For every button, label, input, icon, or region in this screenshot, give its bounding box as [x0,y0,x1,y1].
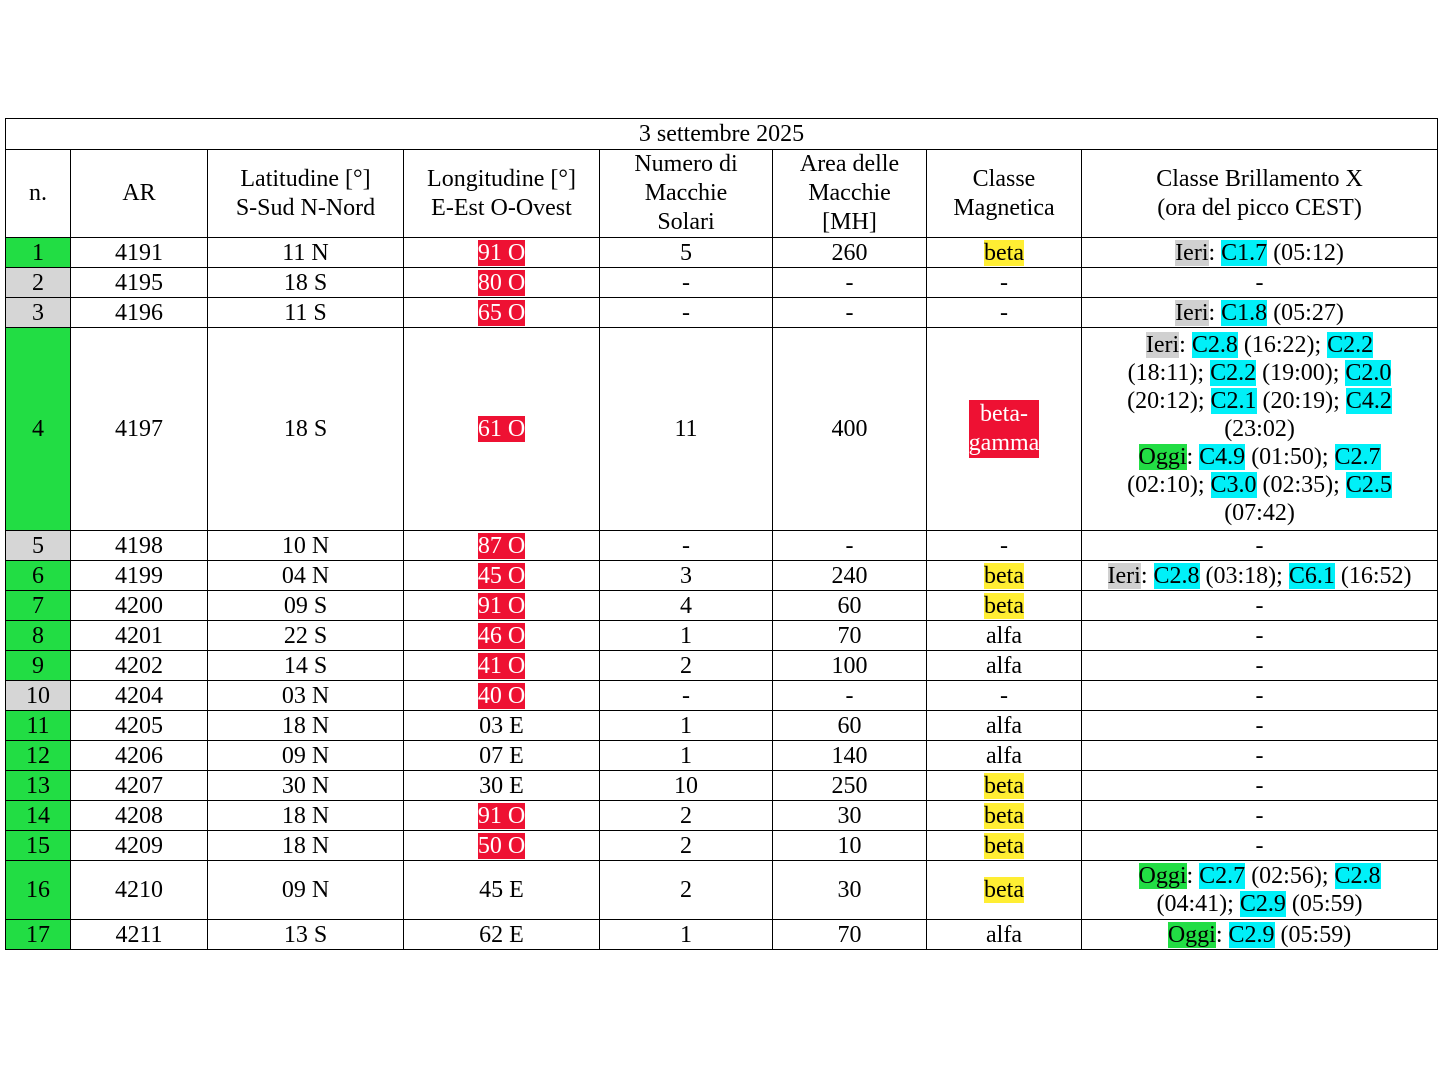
latitude: 22 S [208,621,404,651]
flare-list: - [1082,801,1438,831]
sunspot-count: 10 [600,771,773,801]
table-row [6,268,1438,298]
active-region: 4198 [71,531,208,561]
longitude: 65 O [404,298,600,328]
header-n: n. [6,150,71,238]
flare-list: Ieri: C1.7 (05:12) [1082,238,1438,268]
flare-list: - [1082,651,1438,681]
magnetic-class: alfa [927,920,1082,950]
active-region: 4210 [71,861,208,920]
sunspot-area: 10 [773,831,927,861]
sunspot-count: 3 [600,561,773,591]
flare-list: Ieri: C2.8 (03:18); C6.1 (16:52) [1082,561,1438,591]
active-region: 4202 [71,651,208,681]
row-number: 11 [6,711,71,741]
table-row [6,861,1438,920]
latitude: 09 S [208,591,404,621]
row-number: 16 [6,861,71,920]
row-number: 8 [6,621,71,651]
header-longitude: Longitudine [°] E-Est O-Ovest [404,150,600,238]
sunspot-area: 240 [773,561,927,591]
row-number: 4 [6,328,71,531]
table-row [6,741,1438,771]
sunspot-count: - [600,268,773,298]
active-region: 4197 [71,328,208,531]
table-row [6,238,1438,268]
table-row [6,801,1438,831]
longitude: 45 O [404,561,600,591]
active-region: 4191 [71,238,208,268]
row-number: 9 [6,651,71,681]
flare-list: Oggi: C2.7 (02:56); C2.8 (04:41); C2.9 (05:59) [1082,861,1438,920]
sunspot-count: - [600,681,773,711]
active-region: 4204 [71,681,208,711]
magnetic-class: beta [927,831,1082,861]
active-region: 4206 [71,741,208,771]
longitude: 40 O [404,681,600,711]
latitude: 14 S [208,651,404,681]
latitude: 18 N [208,831,404,861]
sunspot-area: 400 [773,328,927,531]
sunspot-count: 2 [600,861,773,920]
active-region: 4199 [71,561,208,591]
latitude: 11 N [208,238,404,268]
magnetic-class: - [927,298,1082,328]
sunspot-count: - [600,531,773,561]
magnetic-class: beta [927,771,1082,801]
flare-list: - [1082,531,1438,561]
active-region: 4200 [71,591,208,621]
sunspot-area: 70 [773,920,927,950]
longitude: 03 E [404,711,600,741]
sunspot-count: 1 [600,621,773,651]
row-number: 10 [6,681,71,711]
sunspot-area: 250 [773,771,927,801]
header-latitude: Latitudine [°] S-Sud N-Nord [208,150,404,238]
header-flare-class: Classe Brillamento X (ora del picco CEST) [1082,150,1438,238]
header-magnetic-class: Classe Magnetica [927,150,1082,238]
flare-list: - [1082,771,1438,801]
active-region: 4195 [71,268,208,298]
table-row [6,328,1438,531]
sunspot-count: 5 [600,238,773,268]
flare-list: Ieri: C1.8 (05:27) [1082,298,1438,328]
latitude: 09 N [208,741,404,771]
active-region: 4211 [71,920,208,950]
row-number: 14 [6,801,71,831]
flare-list: Oggi: C2.9 (05:59) [1082,920,1438,950]
sunspot-area: - [773,531,927,561]
longitude: 45 E [404,861,600,920]
table-row [6,651,1438,681]
row-number: 15 [6,831,71,861]
sunspot-area: 30 [773,861,927,920]
magnetic-class: alfa [927,711,1082,741]
latitude: 18 N [208,711,404,741]
row-number: 5 [6,531,71,561]
sunspot-count: 2 [600,801,773,831]
magnetic-class: beta [927,861,1082,920]
table-row [6,621,1438,651]
latitude: 04 N [208,561,404,591]
longitude: 91 O [404,238,600,268]
row-number: 17 [6,920,71,950]
row-number: 3 [6,298,71,328]
flare-list: - [1082,741,1438,771]
magnetic-class: beta [927,238,1082,268]
longitude: 91 O [404,591,600,621]
active-region: 4196 [71,298,208,328]
row-number: 12 [6,741,71,771]
magnetic-class: beta [927,801,1082,831]
longitude: 07 E [404,741,600,771]
magnetic-class: - [927,681,1082,711]
latitude: 10 N [208,531,404,561]
magnetic-class: - [927,531,1082,561]
sunspot-area: 60 [773,711,927,741]
sunspot-area: 30 [773,801,927,831]
sunspot-area: - [773,681,927,711]
active-region: 4207 [71,771,208,801]
row-number: 2 [6,268,71,298]
sunspot-area: 60 [773,591,927,621]
flare-list: - [1082,681,1438,711]
longitude: 87 O [404,531,600,561]
longitude: 30 E [404,771,600,801]
magnetic-class: alfa [927,621,1082,651]
longitude: 46 O [404,621,600,651]
longitude: 61 O [404,328,600,531]
longitude: 41 O [404,651,600,681]
latitude: 11 S [208,298,404,328]
sunspot-count: - [600,298,773,328]
latitude: 13 S [208,920,404,950]
table-title: 3 settembre 2025 [6,119,1438,150]
latitude: 03 N [208,681,404,711]
sunspot-area: 70 [773,621,927,651]
active-region: 4208 [71,801,208,831]
sunspot-area: - [773,298,927,328]
magnetic-class: alfa [927,651,1082,681]
flare-list: Ieri: C2.8 (16:22); C2.2 (18:11); C2.2 (19:00); C2.0 (20:12); C2.1 (20:19); C4.2 (23:02) Oggi: C4.9 (01:50); C2.7 (02:10); C3.0 (02:35); C2.5 (07:42) [1082,328,1438,531]
sunspot-count: 1 [600,741,773,771]
active-region: 4201 [71,621,208,651]
flare-list: - [1082,268,1438,298]
longitude: 62 E [404,920,600,950]
longitude: 91 O [404,801,600,831]
sunspot-count: 1 [600,711,773,741]
table-row [6,681,1438,711]
magnetic-class: - [927,268,1082,298]
sunspot-area: 260 [773,238,927,268]
latitude: 18 S [208,268,404,298]
longitude: 50 O [404,831,600,861]
flare-list: - [1082,711,1438,741]
sunspot-count: 1 [600,920,773,950]
table-row [6,831,1438,861]
table-row [6,591,1438,621]
magnetic-class: beta [927,591,1082,621]
sunspot-count: 2 [600,651,773,681]
sunspot-table [5,118,1438,950]
flare-list: - [1082,831,1438,861]
magnetic-class: beta [927,561,1082,591]
table-row [6,711,1438,741]
flare-list: - [1082,591,1438,621]
sunspot-area: 140 [773,741,927,771]
row-number: 1 [6,238,71,268]
active-region: 4209 [71,831,208,861]
table-row [6,920,1438,950]
header-ar: AR [71,150,208,238]
sunspot-count: 4 [600,591,773,621]
sunspot-count: 2 [600,831,773,861]
flare-list: - [1082,621,1438,651]
latitude: 09 N [208,861,404,920]
latitude: 30 N [208,771,404,801]
row-number: 6 [6,561,71,591]
magnetic-class: beta- gamma [927,328,1082,531]
latitude: 18 N [208,801,404,831]
header-sunspot-count: Numero di Macchie Solari [600,150,773,238]
sunspot-area: 100 [773,651,927,681]
active-region: 4205 [71,711,208,741]
header-sunspot-area: Area delle Macchie [MH] [773,150,927,238]
longitude: 80 O [404,268,600,298]
table-row [6,531,1438,561]
sunspot-count: 11 [600,328,773,531]
row-number: 13 [6,771,71,801]
table-row [6,561,1438,591]
sunspot-area: - [773,268,927,298]
latitude: 18 S [208,328,404,531]
magnetic-class: alfa [927,741,1082,771]
row-number: 7 [6,591,71,621]
table-row [6,771,1438,801]
table-row [6,298,1438,328]
